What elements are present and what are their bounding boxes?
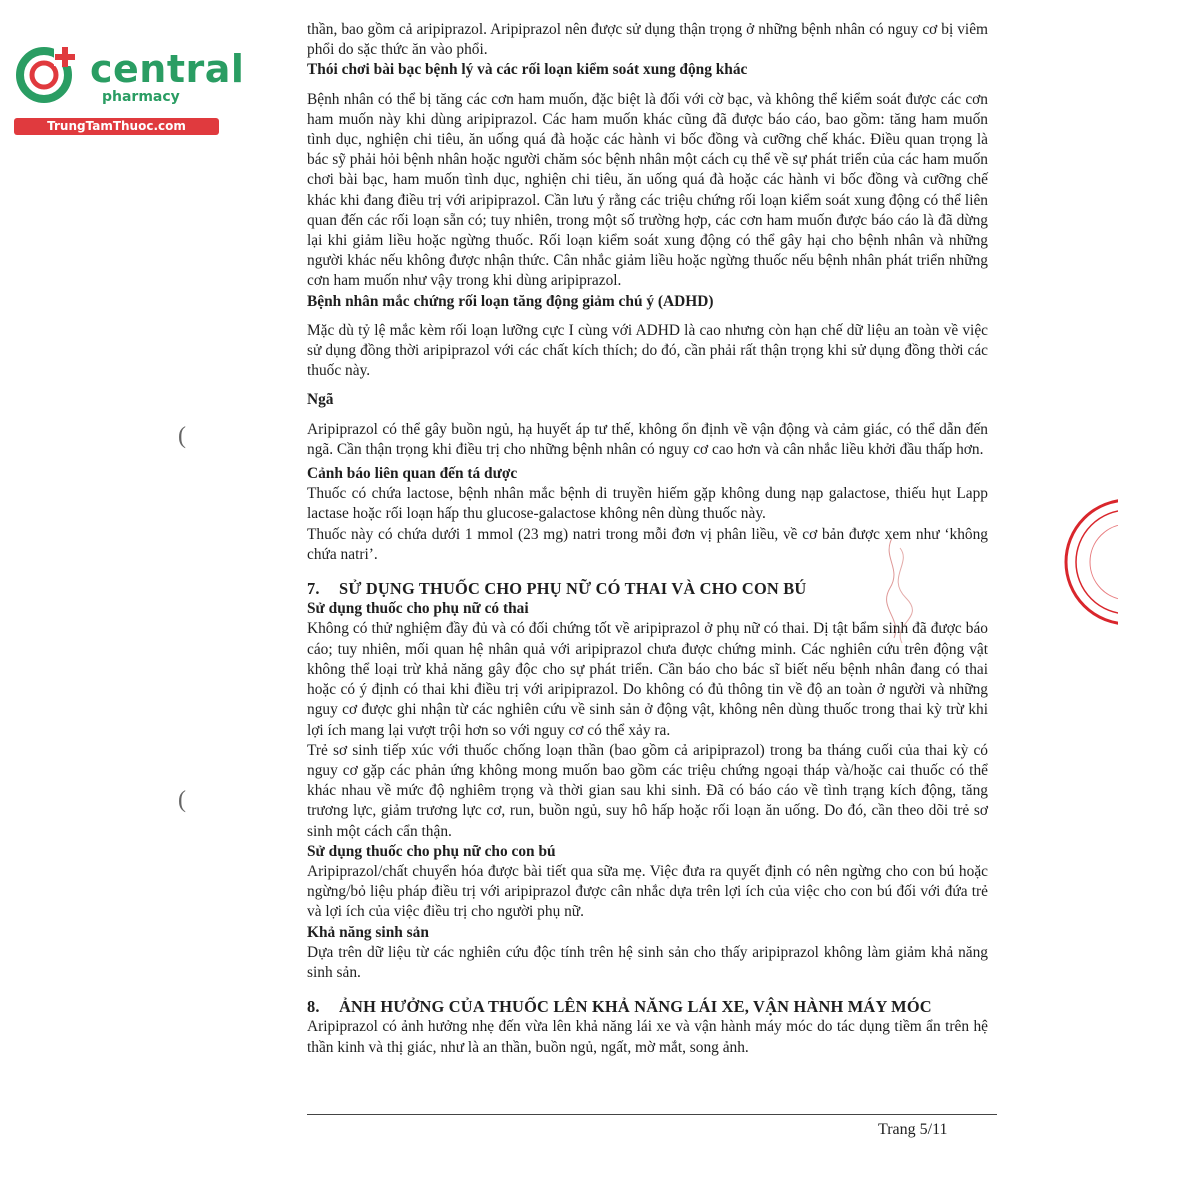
paragraph-sodium: Thuốc này có chứa dưới 1 mmol (23 mg) natri trong mỗi đơn vị phân liều, về cơ bản được xem như ‘không chứa natri’. [307,525,988,563]
company-seal-stamp [1058,492,1118,632]
paragraph-adhd: Mặc dù tỷ lệ mắc kèm rối loạn lưỡng cực I cùng với ADHD là cao nhưng còn hạn chế dữ liệu an toàn về việc sử dụng đồng thời aripiprazol với các chất kích thích; do đó, cần phải rất thận trọng khi sử dụng đồng thời các thuốc này. [307,321,988,380]
heading-adhd: Bệnh nhân mắc chứng rối loạn tăng động giảm chú ý (ADHD) [307,292,714,310]
logo-brand-text: central [90,47,245,91]
heading-lactation: Sử dụng thuốc cho phụ nữ cho con bú [307,842,556,860]
heading-gambling: Thói chơi bài bạc bệnh lý và các rối loạn kiểm soát xung động khác [307,61,748,79]
paragraph-neonates: Trẻ sơ sinh tiếp xúc với thuốc chống loạn thần (bao gồm cả aripiprazol) trong ba tháng cuối của thai kỳ có nguy cơ gặp các phản ứng không mong muốn bao gồm các triệu chứng ngoại tháp và/hoặc cai thuốc có thể khác nhau về mức độ nghiêm trọng và thời gian sau khi sinh. Đã có báo cáo về tình trạng kích động, tăng trương lực, giảm trương lực cơ, run, buồn ngủ, suy hô hấp hoặc rối loạn ăn uống. Do đó, cần theo dõi trẻ sơ sinh một cách cẩn thận. [307,741,988,840]
section-8-number: 8. [307,997,320,1017]
pharmacy-cross-icon [14,42,76,104]
section-7-heading [307,579,988,599]
section-8-title: ẢNH HƯỞNG CỦA THUỐC LÊN KHẢ NĂNG LÁI XE, VẬN HÀNH MÁY MÓC [339,997,932,1017]
paragraph-gambling: Bệnh nhân có thể bị tăng các cơn ham muốn, đặc biệt là đối với cờ bạc, và không thể kiểm soát được các cơn ham muốn này khi dùng aripiprazol. Các ham muốn khác cũng đã được báo cáo, bao gồm: tăng ham muốn tình dục, nghiện chi tiêu, ăn uống quá đà hoặc các hành vi bốc đồng và cưỡng chế khác. Điều quan trọng là bác sỹ phải hỏi bệnh nhân hoặc người chăm sóc bệnh nhân một cách cụ thể về sự phát triển của các ham muốn chơi bài bạc, ham muốn tình dục, nghiện chi tiêu, ăn uống quá đà hoặc các hành vi bốc đồng và cưỡng chế khác khi đang điều trị với aripiprazol. Cần lưu ý rằng các triệu chứng rối loạn kiểm soát xung động có thể liên quan đến các rối loạn sẵn có; tuy nhiên, trong một số trường hợp, các cơn ham muốn được báo cáo là đã dừng lại khi giảm liều hoặc ngừng thuốc. Rối loạn kiểm soát xung động có thể gây hại cho bệnh nhân và những người khác nếu không được nhận thức. Cân nhắc giảm liều hoặc ngừng thuốc nếu bệnh nhân phát triển những cơn ham muốn như vậy trong khi dùng aripiprazol. [307,90,988,290]
heading-falls: Ngã [307,391,334,409]
margin-mark: ( [178,787,186,813]
section-7-number: 7. [307,579,320,599]
heading-excipients: Cảnh báo liên quan đến tá dược [307,465,518,483]
paragraph-fertility: Dựa trên dữ liệu từ các nghiên cứu độc tính trên hệ sinh sản cho thấy aripiprazol không làm giảm khả năng sinh sản. [307,943,988,981]
paragraph-lactose: Thuốc có chứa lactose, bệnh nhân mắc bệnh di truyền hiếm gặp không dung nạp galactose, thiếu hụt Lapp lactase hoặc rối loạn hấp thu glucose-galactose không nên dùng thuốc này. [307,485,988,523]
logo-website-link[interactable]: TrungTamThuoc.com [14,118,219,135]
paragraph-falls: Aripiprazol có thể gây buồn ngủ, hạ huyết áp tư thế, không ổn định về vận động và cảm giác, có thể dẫn đến ngã. Cần thận trọng khi điều trị cho những bệnh nhân có nguy cơ cao hơn và cân nhắc liều khởi đầu thấp hơn. [307,420,988,458]
paragraph-pregnancy: Không có thử nghiệm đầy đủ và có đối chứng tốt về aripiprazol ở phụ nữ có thai. Dị tật bẩm sinh đã được báo cáo; tuy nhiên, mối quan hệ nhân quả với aripiprazol chưa được chứng minh. Các nghiên cứu trên động vật không thể loại trừ khả năng gây độc cho sự phát triển. Cần báo cho bác sĩ biết nếu bệnh nhân đang có thai hoặc có ý định có thai khi điều trị với aripiprazol. Do không có đủ thông tin về độ an toàn ở người và những nguy cơ được ghi nhận từ các nghiên cứu về sinh sản ở động vật, không nên dùng thuốc trong thai kỳ trừ khi lợi ích mang lại vượt trội hơn so với nguy cơ có thể xảy ra. [307,620,988,739]
paragraph-intro: thần, bao gồm cả aripiprazol. Aripiprazol nên được sử dụng thận trọng ở những bệnh nhân có nguy cơ bị viêm phổi do sặc thức ăn vào phổi. [307,21,988,59]
logo-sub-text: pharmacy [102,89,180,105]
paragraph-lactation: Aripiprazol/chất chuyển hóa được bài tiết qua sữa mẹ. Việc đưa ra quyết định có nên ngừng cho con bú hoặc ngừng/bỏ liệu pháp điều trị với aripiprazol được cân nhắc dựa trên lợi ích của việc cho con bú đối với đứa trẻ và lợi ích của việc điều trị cho người phụ nữ. [307,862,988,921]
footer-divider [307,1114,997,1115]
section-8-heading [307,997,988,1017]
paragraph-driving: Aripiprazol có ảnh hưởng nhẹ đến vừa lên khả năng lái xe và vận hành máy móc do tác dụng tiềm ẩn trên hệ thần kinh và thị giác, như là an thần, buồn ngủ, ngất, mờ mắt, song ảnh. [307,1018,988,1056]
margin-mark: ( [178,423,186,449]
central-pharmacy-logo[interactable] [10,38,245,138]
document-body [307,20,988,1058]
section-7-title: SỬ DỤNG THUỐC CHO PHỤ NỮ CÓ THAI VÀ CHO CON BÚ [339,579,807,599]
page-number: Trang 5/11 [878,1121,948,1138]
heading-fertility: Khả năng sinh sản [307,923,429,941]
heading-pregnancy: Sử dụng thuốc cho phụ nữ có thai [307,600,529,618]
